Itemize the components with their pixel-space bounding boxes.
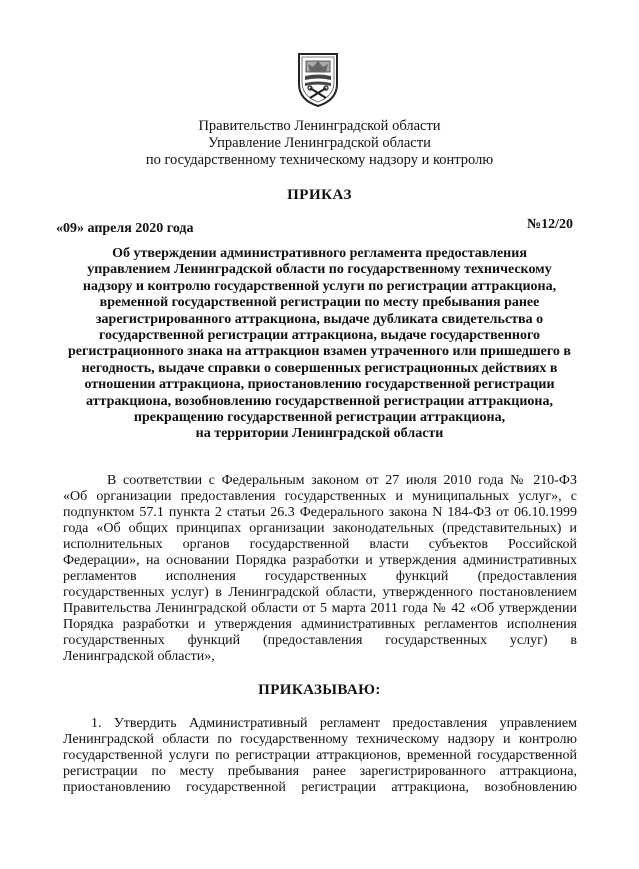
paragraph-line: государственных услуг) в Ленинградской области, утвержденного постановлением — [63, 585, 577, 600]
item-1-paragraph — [63, 716, 577, 796]
header-department-scope: по государственному техническому надзору и контролю — [145, 152, 494, 168]
paragraph-line: исполнительных органов государственной власти субъектов Российской — [63, 537, 577, 552]
header-government: Правительство Ленинградской области — [198, 118, 441, 134]
paragraph-line: В соответствии с Федеральным законом от 27 июля 2010 года № 210-ФЗ — [107, 473, 577, 488]
paragraph-line: 1. Утвердить Административный регламент предоставления управлением — [91, 716, 577, 731]
paragraph-line: подпунктом 57.1 пункта 2 статьи 26.3 Федерального закона N 184-ФЗ от 06.10.1999 — [63, 505, 577, 520]
subject-line: отношении аттракциона, приостановлению государственной регистрации — [84, 377, 555, 393]
paragraph-line: Федерации», на основании Порядка разработки и утверждения административных — [63, 553, 577, 568]
coat-of-arms-icon — [296, 52, 340, 108]
subject-line: негодность, выдаче справки о совершенных регистрационных действиях в — [81, 360, 558, 376]
document-subject — [62, 246, 577, 443]
subject-line: Об утверждении административного регламента предоставления — [112, 246, 527, 261]
paragraph-line: регистрации по месту пребывания ранее зарегистрированного аттракциона, — [63, 764, 577, 779]
paragraph-line: регламентов исполнения государственных функций (предоставления — [63, 569, 577, 584]
preamble-paragraph — [63, 473, 577, 665]
paragraph-line: года «Об общих принципах организации законодательных (представительных) и — [63, 521, 577, 536]
paragraph-line: Порядка разработки и утверждения административных регламентов исполнения — [63, 617, 577, 632]
subject-line: государственной регистрации аттракциона, выдаче государственного — [98, 328, 541, 344]
document-date: «09» апреля 2020 года — [56, 221, 194, 236]
document-title: ПРИКАЗ — [287, 187, 352, 203]
header-department: Управление Ленинградской области — [208, 135, 431, 151]
subject-line: временной государственной регистрации по месту пребывания ранее — [99, 295, 540, 311]
subject-line: надзору и контролю государственной услуги по регистрации аттракциона, — [82, 278, 557, 294]
subject-line: регистрационного знака на аттракцион взамен утраченного или пришедшего в — [68, 344, 571, 360]
paragraph-line: Ленинградской области по государственному техническому надзору и контролю — [63, 732, 577, 747]
paragraph-line: приостановлению государственной регистрации аттракциона, возобновлению — [63, 780, 577, 795]
paragraph-line: Правительства Ленинградской области от 5 марта 2011 года № 42 «Об утверждении — [63, 601, 577, 616]
paragraph-line: «Об организации предоставления государственных и муниципальных услуг», с — [63, 489, 577, 504]
subject-line: управлением Ленинградской области по государственному техническому — [87, 262, 552, 278]
subject-line: прекращению государственной регистрации аттракциона, — [133, 410, 506, 426]
paragraph-line: Ленинградской области», — [63, 649, 215, 664]
subject-line: на территории Ленинградской области — [195, 426, 444, 442]
subject-line: аттракциона, возобновлению государственной регистрации аттракциона, — [86, 393, 553, 409]
paragraph-line: государственных функций (предоставления государственных услуг) в — [63, 633, 577, 648]
paragraph-line: государственной услуги по регистрации аттракционов, временной государственной — [63, 748, 577, 763]
order-heading: ПРИКАЗЫВАЮ: — [258, 682, 381, 698]
document-number: №12/20 — [527, 217, 573, 232]
subject-line: зарегистрированного аттракциона, выдаче дубликата свидетельства о — [95, 311, 544, 327]
